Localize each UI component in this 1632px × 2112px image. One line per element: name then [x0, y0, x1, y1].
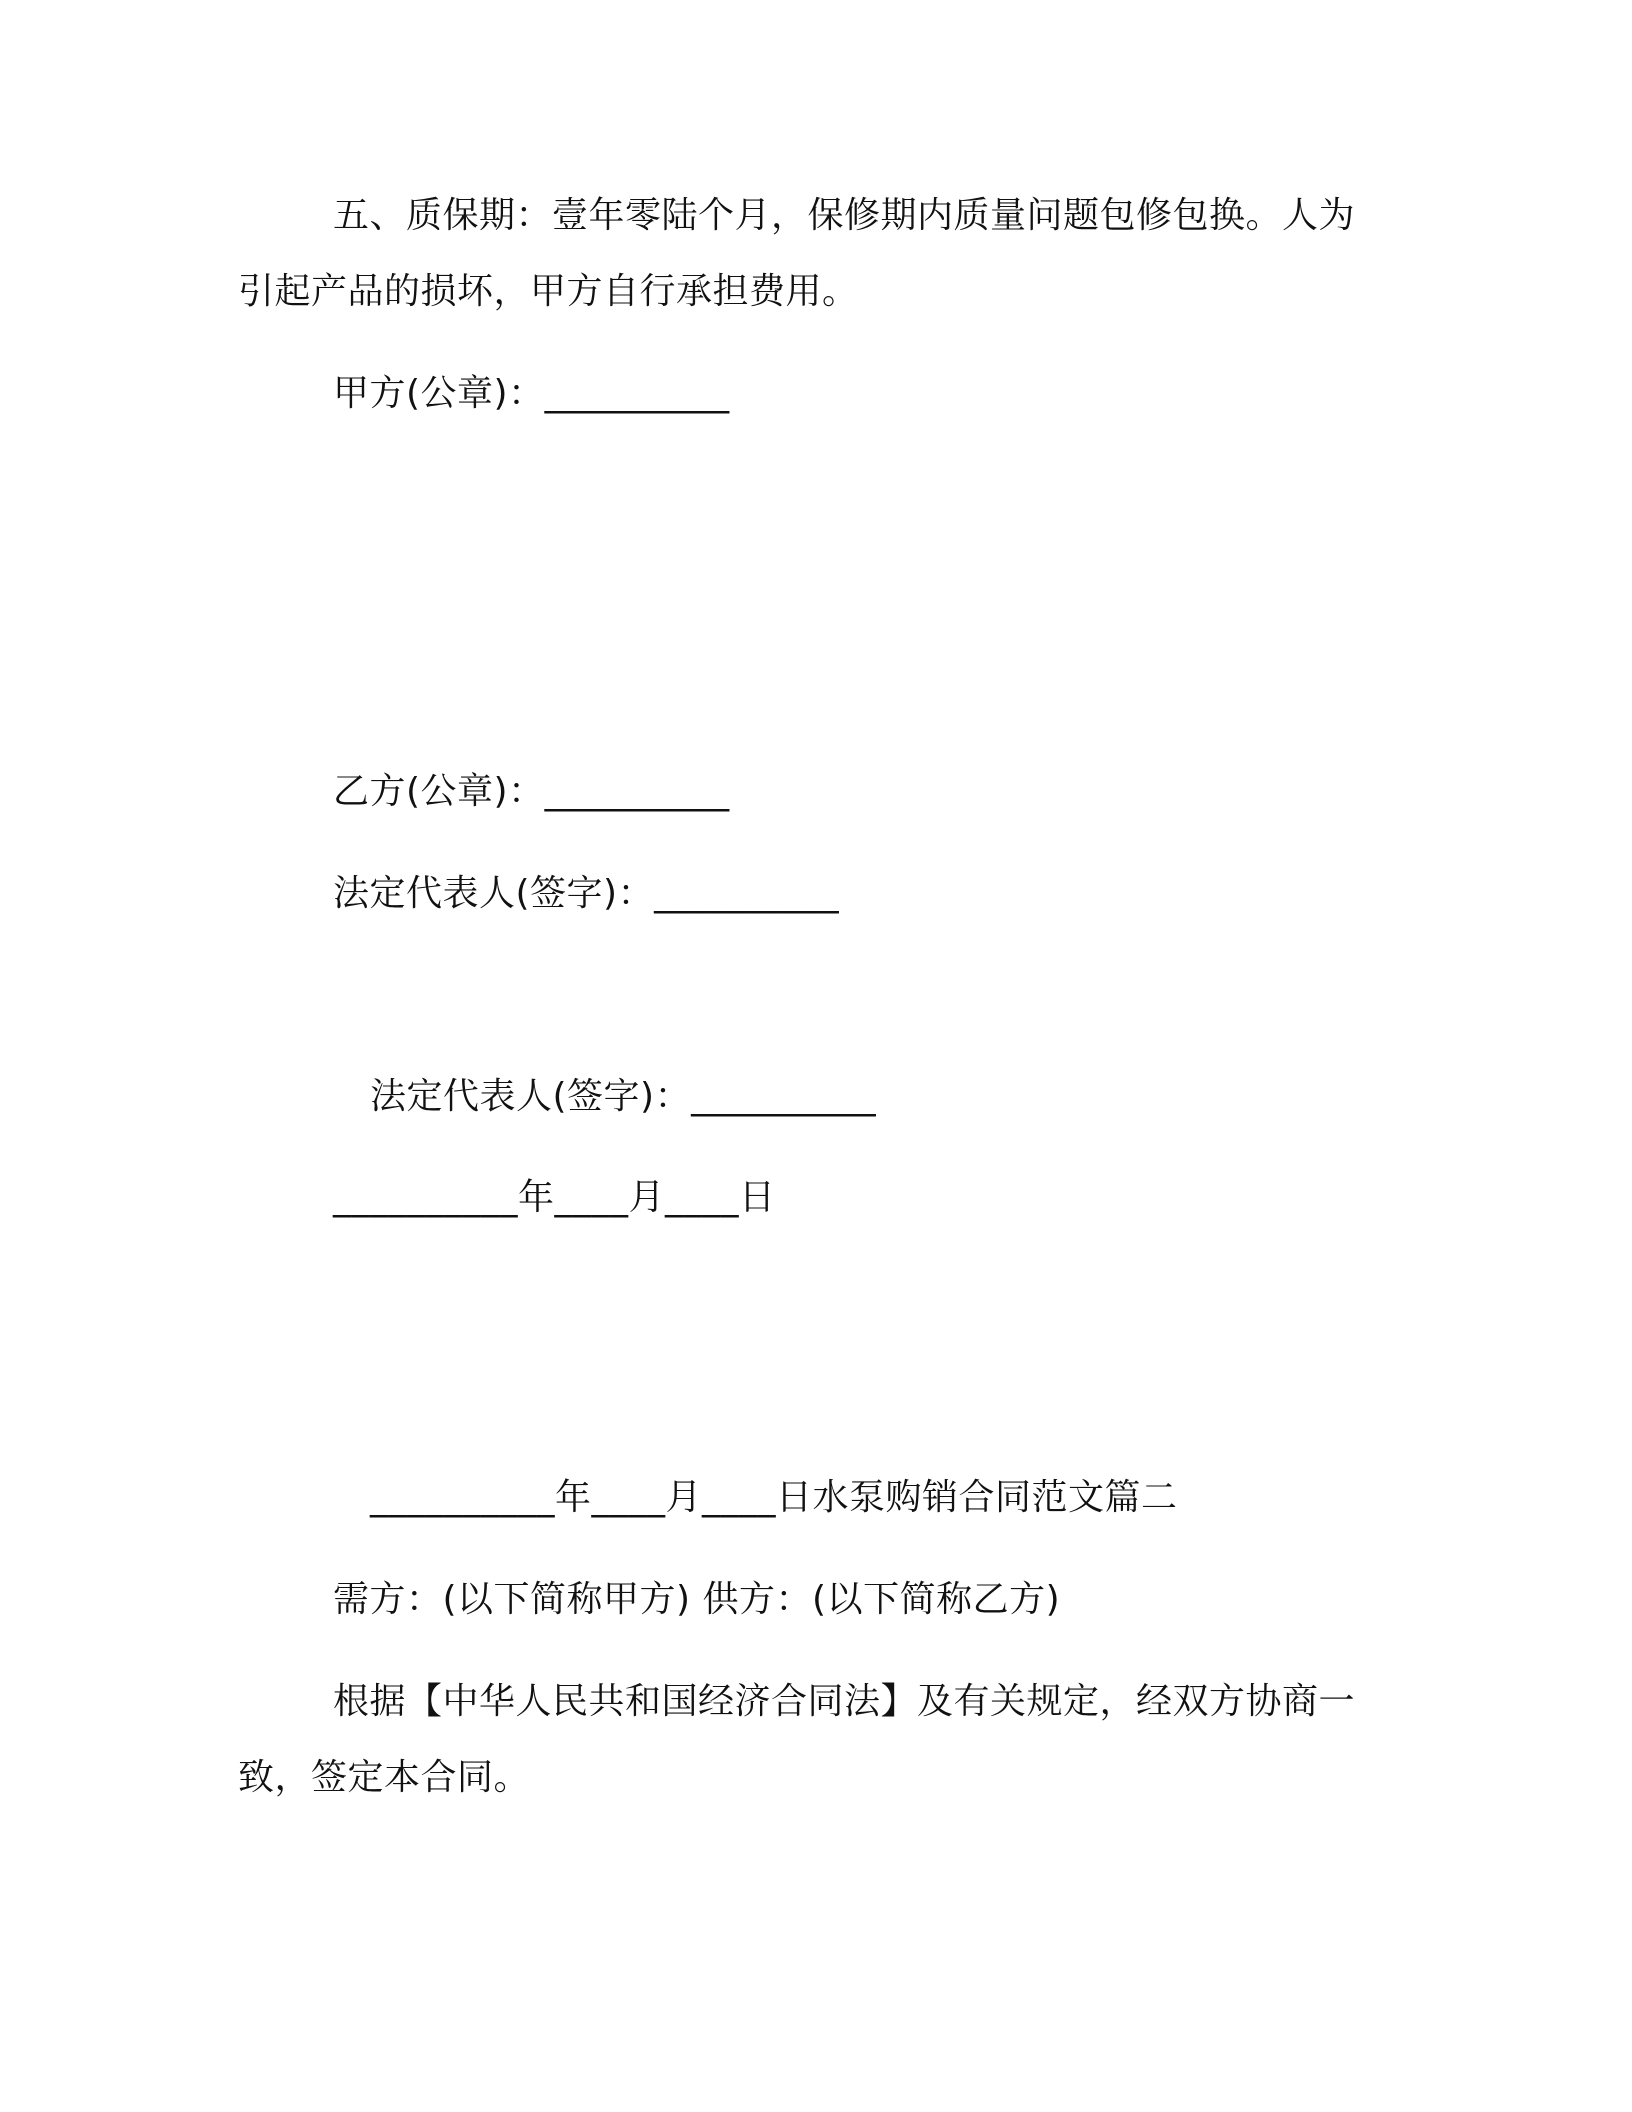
clause-five-line-1: 五、质保期：壹年零陆个月，保修期内质量问题包修包换。人为 [333, 195, 1356, 236]
legal-representative-signature-line: 法定代表人(签字)：__________ [333, 873, 840, 914]
date-line: __________年____月____日 [333, 1177, 776, 1218]
preamble-line-1: 根据【中华人民共和国经济合同法】及有关规定，经双方协商一 [333, 1681, 1356, 1722]
legal-representative-signature-line: 法定代表人(签字)：__________ [370, 1076, 877, 1117]
party-b-seal-line: 乙方(公章)：__________ [333, 771, 730, 812]
preamble-line-2: 致，签定本合同。 [238, 1757, 531, 1798]
parties-intro: 需方：(以下简称甲方) 供方：(以下简称乙方) [333, 1579, 1061, 1620]
clause-five-line-2: 引起产品的损坏，甲方自行承担费用。 [238, 271, 859, 312]
section-two-heading: __________年____月____日水泵购销合同范文篇二 [370, 1477, 1178, 1518]
party-a-seal-line: 甲方(公章)：__________ [333, 373, 730, 414]
